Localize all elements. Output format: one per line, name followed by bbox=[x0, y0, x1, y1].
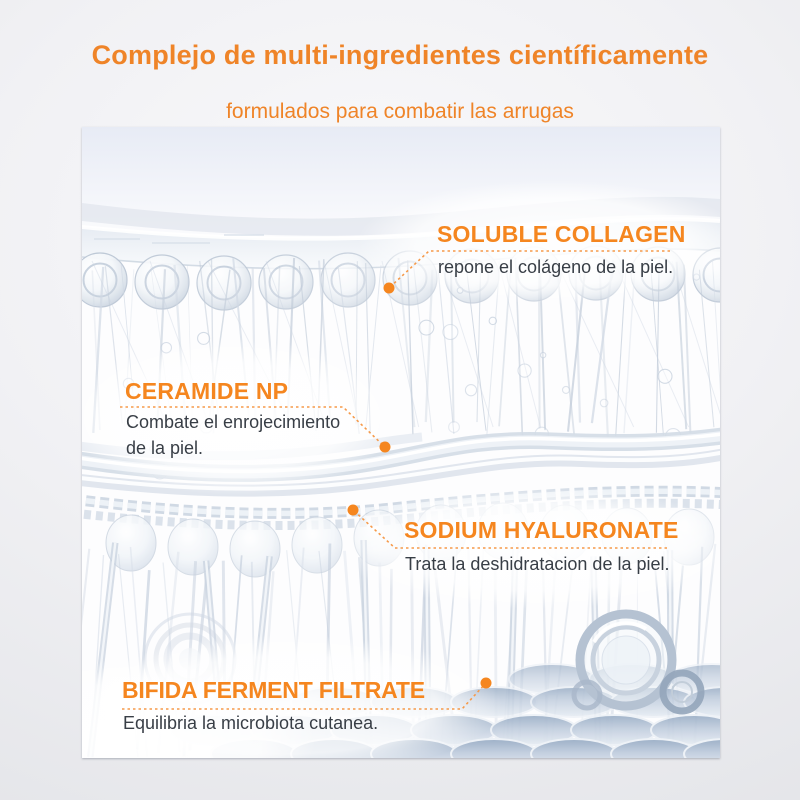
callout-description-bifida-ferment-filtrate: Equilibria la microbiota cutanea. bbox=[123, 713, 379, 733]
callout-description-soluble-collagen: repone el colágeno de la piel. bbox=[438, 257, 674, 277]
page-title: Complejo de multi-ingredientes científicamente bbox=[91, 40, 709, 70]
callout-title-sodium-hyaluronate: SODIUM HYALURONATE bbox=[404, 517, 679, 543]
callout-title-ceramide-np: CERAMIDE NP bbox=[125, 378, 289, 404]
page-subtitle: formulados para combatir las arrugas bbox=[226, 100, 574, 129]
callout-description-ceramide-np: Combate el enrojecimiento de la piel. bbox=[126, 412, 341, 458]
callout-description-sodium-hyaluronate: Trata la deshidratacion de la piel. bbox=[405, 554, 670, 574]
callout-title-bifida-ferment-filtrate: BIFIDA FERMENT FILTRATE bbox=[122, 677, 425, 703]
callout-title-soluble-collagen: SOLUBLE COLLAGEN bbox=[437, 221, 686, 247]
header bbox=[0, 40, 800, 129]
